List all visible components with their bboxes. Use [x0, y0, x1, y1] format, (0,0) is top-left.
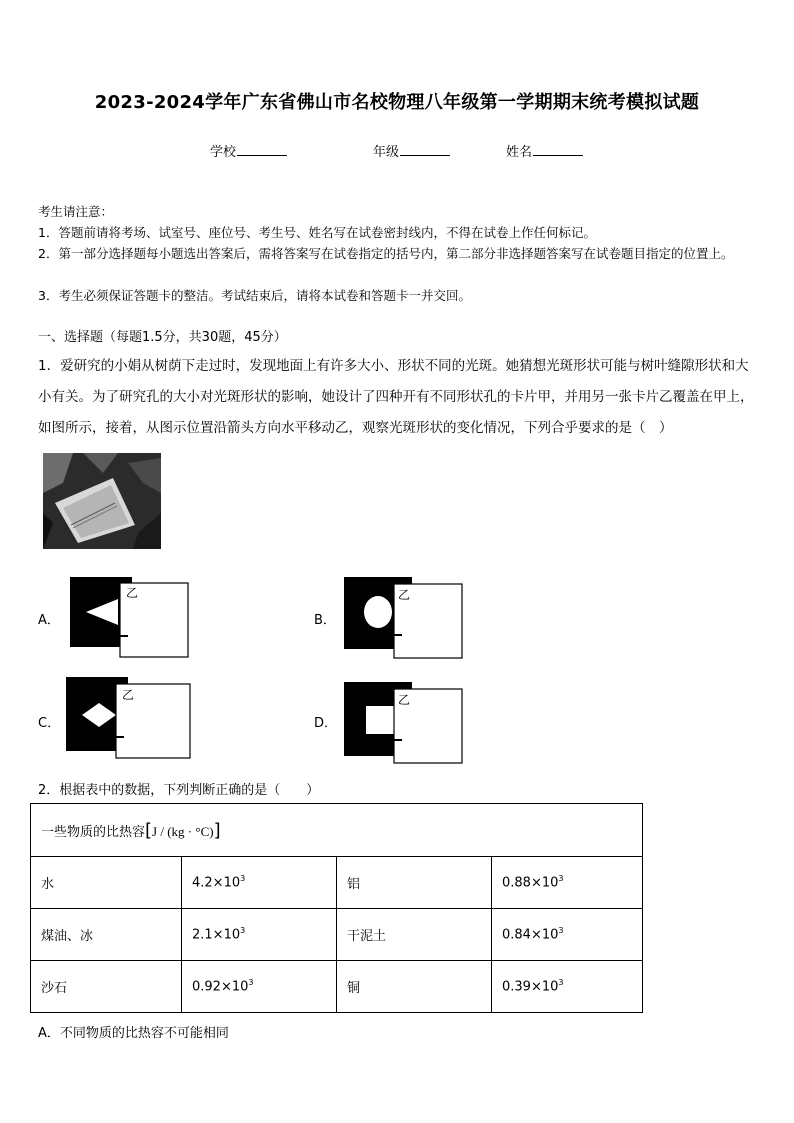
notice-item-3: 3．考生必须保证答题卡的整洁。考试结束后，请将本试卷和答题卡一并交回。: [38, 288, 471, 303]
option-a-figure: [68, 575, 190, 659]
card-yi-mark: 乙: [398, 693, 411, 707]
material-name: 沙石: [31, 961, 182, 1013]
table-row: [31, 909, 643, 961]
school-field: [210, 141, 287, 160]
table-unit: J / (kg · °C): [152, 823, 214, 839]
table-row: [31, 961, 643, 1013]
material-value: $0.84\times 10^3$: [492, 909, 643, 961]
material-name: 铝: [337, 857, 492, 909]
section-title: 一、选择题（每题1.5分，共30题，45分）: [38, 330, 287, 345]
material-name: 干泥土: [337, 909, 492, 961]
grade-blank[interactable]: [400, 143, 450, 156]
table-header: 一些物质的比热容: [41, 824, 146, 840]
table-row: [31, 857, 643, 909]
name-label: 姓名: [506, 145, 533, 160]
specific-heat-table: [30, 803, 643, 1013]
school-label: 学校: [210, 145, 237, 160]
page-title: 2023-2024学年广东省佛山市名校物理八年级第一学期期末统考模拟试题: [94, 92, 700, 113]
material-value: $0.39\times 10^3$: [492, 961, 643, 1013]
option-c-figure: [64, 675, 192, 761]
notice-item-2: 2．第一部分选择题每小题选出答案后，需将答案写在试卷指定的括号内，第二部分非选择题答案写在试卷题目指定的位置上。: [38, 246, 734, 261]
option-a-label[interactable]: A．: [38, 613, 60, 628]
card-yi-mark: 乙: [398, 588, 411, 602]
notice-header: 考生请注意：: [38, 204, 114, 219]
answer-option-a[interactable]: A．不同物质的比热容不可能相同: [38, 1026, 229, 1041]
notice-item-1: 1．答题前请将考场、试室号、座位号、考生号、姓名写在试卷密封线内，不得在试卷上作任何标记。: [38, 225, 596, 240]
option-d-figure: [342, 680, 466, 766]
circle-hole-icon: [364, 596, 392, 628]
material-name: 铜: [337, 961, 492, 1013]
grade-label: 年级: [373, 145, 400, 160]
material-name: 水: [31, 857, 182, 909]
table-header-cell: 一些物质的比热容[J / (kg · °C)]: [31, 804, 643, 857]
material-value: $4.2\times 10^3$: [182, 857, 337, 909]
question-1-text: 1．爱研究的小娟从树荫下走过时，发现地面上有许多大小、形状不同的光斑。她猜想光斑形状可能与树叶缝隙形状和大小有关。为了研究孔的大小对光斑形状的影响，她设计了四种开有不同形状孔的卡片甲，并用另一张卡片乙覆盖在甲上，如图所示，接着，从图示位置沿箭头方向水平移动乙，观察光斑形状的变化情况，下列合乎要求的是（ ）: [38, 358, 754, 436]
material-name: 煤油、冰: [31, 909, 182, 961]
question-2-text: 2．根据表中的数据，下列判断正确的是（ ）: [38, 783, 320, 798]
material-value: $2.1\times 10^3$: [182, 909, 337, 961]
grade-field: [373, 141, 450, 160]
light-spot-photo: [43, 453, 161, 549]
square-hole-icon: [366, 706, 394, 734]
option-b-figure: [342, 575, 466, 661]
option-b-label[interactable]: B．: [314, 613, 336, 628]
name-field: [506, 141, 583, 160]
material-value: $0.92\times 10^3$: [182, 961, 337, 1013]
option-d-label[interactable]: D．: [314, 716, 338, 731]
material-value: $0.88\times 10^3$: [492, 857, 643, 909]
card-yi-mark: 乙: [122, 688, 135, 702]
name-blank[interactable]: [533, 143, 583, 156]
option-c-label[interactable]: C．: [38, 716, 61, 731]
school-blank[interactable]: [237, 143, 287, 156]
card-yi-mark: 乙: [126, 586, 139, 600]
